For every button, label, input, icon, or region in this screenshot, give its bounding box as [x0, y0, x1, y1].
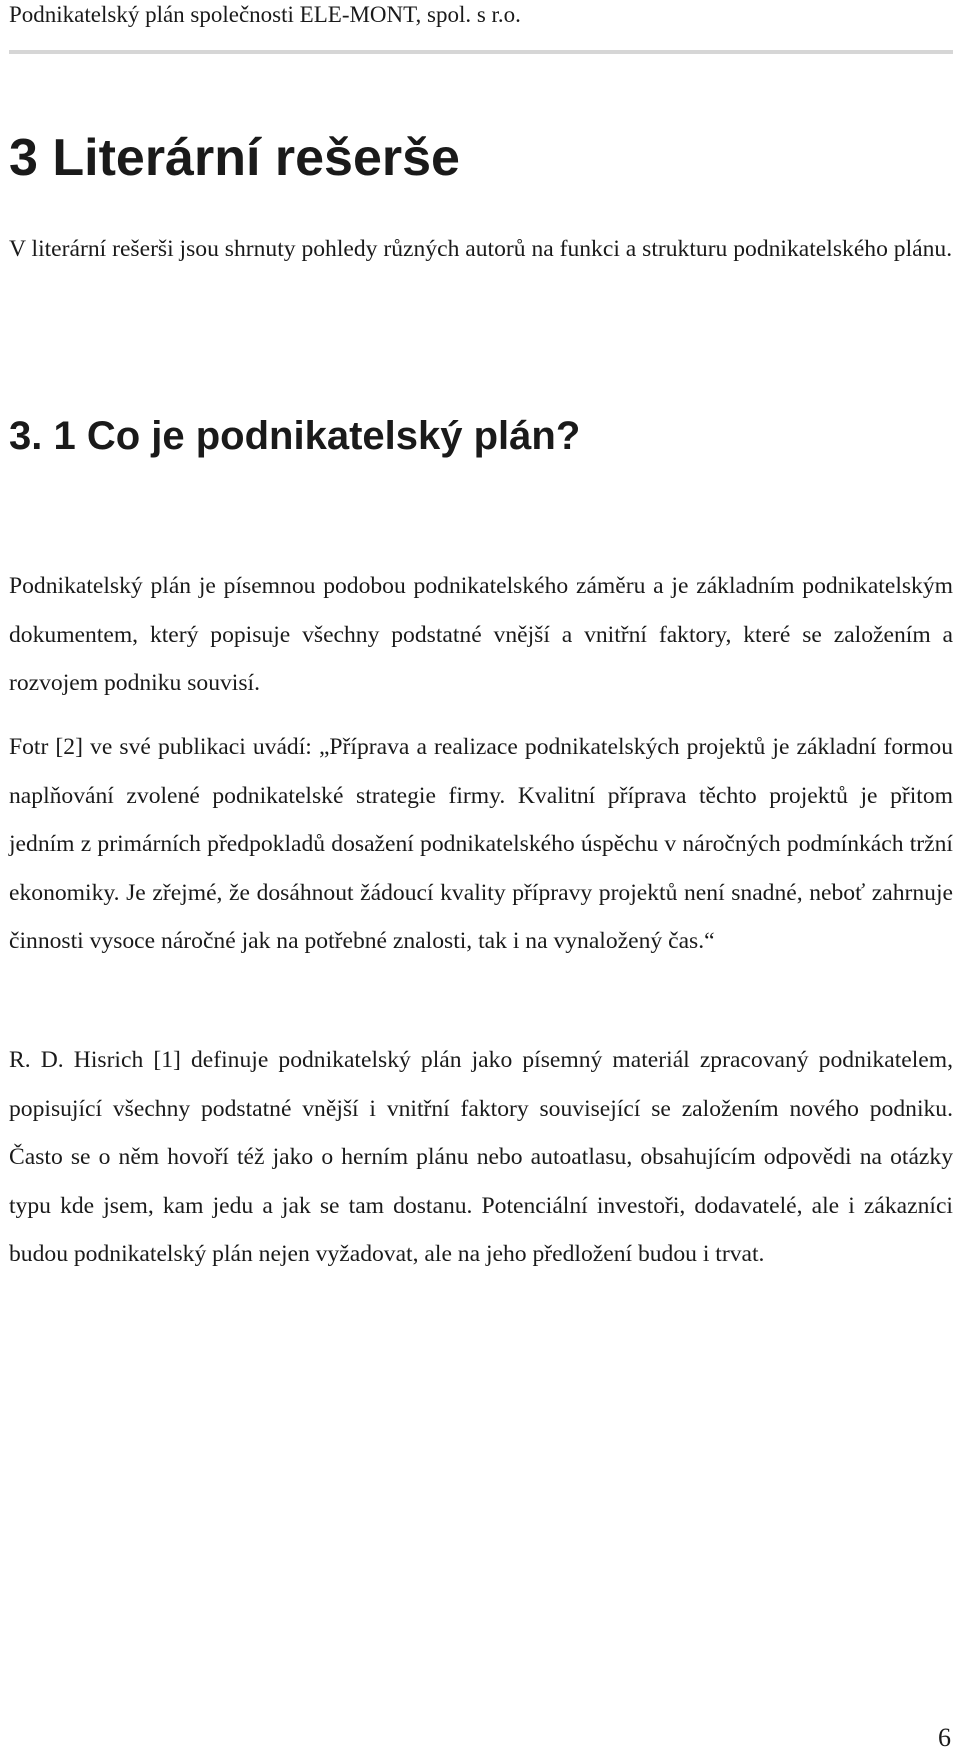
- chapter-intro-paragraph: V literární rešerši jsou shrnuty pohledy různých autorů na funkci a strukturu podnikatelského plánu.: [9, 236, 953, 262]
- page-number: 6: [938, 1723, 951, 1752]
- header-divider: [9, 50, 953, 54]
- body-paragraph: Podnikatelský plán je písemnou podobou podnikatelského záměru a je základním podnikatelským dokumentem, který popisuje všechny podstatné vnější a vnitřní faktory, které se založením a rozvojem podniku souvisí.: [9, 573, 953, 697]
- chapter-heading: 3 Literární rešerše: [9, 129, 460, 187]
- body-paragraph: R. D. Hisrich [1] definuje podnikatelský plán jako písemný materiál zpracovaný podnikatelem, popisující všechny podstatné vnější i vnitřní faktory související se založením nového podniku. Často se o něm hovoří též jako o herním plánu nebo autoatlasu, obsahujícím odpovědi na otázky typu kde jsem, kam jedu a jak se tam dostanu. Potenciální investoři, dodavatelé, ale i zákazníci budou podnikatelský plán nejen vyžadovat, ale na jeho předložení budou i trvat.: [9, 1047, 953, 1268]
- body-paragraph: Fotr [2] ve své publikaci uvádí: „Příprava a realizace podnikatelských projektů je základní formou naplňování zvolené podnikatelské strategie firmy. Kvalitní příprava těchto projektů je přitom jedním z primárních předpokladů dosažení podnikatelského úspěchu v náročných podmínkách tržní ekonomiky. Je zřejmé, že dosáhnout žádoucí kvality přípravy projektů není snadné, neboť zahrnuje činnosti vysoce náročné jak na potřebné znalosti, tak i na vynaložený čas.“: [9, 734, 953, 955]
- running-header: Podnikatelský plán společnosti ELE-MONT, spol. s r.o.: [9, 2, 521, 27]
- section-heading: 3. 1 Co je podnikatelský plán?: [9, 414, 581, 458]
